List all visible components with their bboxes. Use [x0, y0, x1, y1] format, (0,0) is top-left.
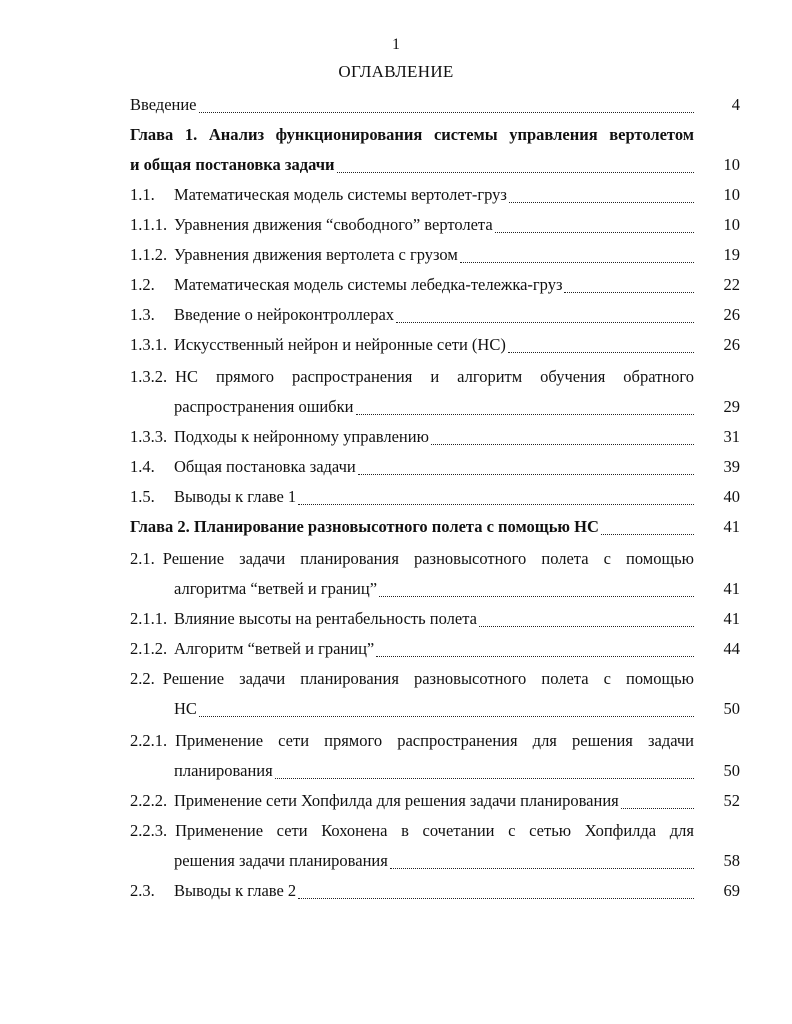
toc-entry-number: 2.2.3.: [130, 821, 168, 840]
toc-entry-page: 41: [723, 517, 740, 536]
toc-entry-number: 2.1.2.: [130, 639, 168, 658]
toc-entry-page: 26: [723, 305, 740, 324]
toc-entry[interactable]: [130, 634, 740, 664]
toc-entry-title: Выводы к главе 1: [174, 487, 297, 506]
toc-entry-title-continued: распространения ошибки: [174, 397, 354, 416]
dot-leader: [460, 262, 694, 263]
toc-entry-number: 1.3.3.: [130, 427, 168, 446]
toc-entry[interactable]: [130, 300, 740, 330]
toc-entry-page: 69: [723, 881, 740, 900]
dot-leader: [479, 626, 694, 627]
toc-entry[interactable]: [130, 210, 740, 240]
toc-entry-number: 1.5.: [130, 487, 155, 506]
dot-leader: [379, 596, 694, 597]
toc-entry-title: Введение: [130, 95, 197, 114]
dot-leader: [275, 778, 694, 779]
toc-entry-title: Решение задачи планирования разновысотного полета с помощью: [162, 549, 694, 568]
dot-leader: [495, 232, 694, 233]
dot-leader: [564, 292, 694, 293]
toc-entry-number: 2.1.: [130, 549, 155, 568]
toc-entry[interactable]: [130, 330, 740, 360]
toc-entry-title: Глава 2. Планирование разновысотного полета с помощью НС: [130, 517, 599, 536]
toc-entry-title: Применение сети прямого распространения для решения задачи: [175, 731, 694, 750]
toc-entry[interactable]: [130, 90, 740, 120]
toc-entry-title: НС прямого распространения и алгоритм обучения обратного: [175, 367, 694, 386]
dot-leader: [356, 414, 694, 415]
toc-entry-number: 1.3.: [130, 305, 155, 324]
dot-leader: [390, 868, 694, 869]
toc-entry-number: 1.1.2.: [130, 245, 168, 264]
toc-entry-title-continued: алгоритма “ветвей и границ”: [174, 579, 378, 598]
toc-entry-title: Уравнения движения вертолета с грузом: [174, 245, 458, 264]
toc-entry-title: Влияние высоты на рентабельность полета: [174, 609, 477, 628]
toc-entry-page: 41: [723, 579, 740, 598]
toc-entry-title: Применение сети Хопфилда для решения задачи планирования: [174, 791, 619, 810]
toc-entry[interactable]: [130, 544, 740, 604]
toc-entry[interactable]: [130, 482, 740, 512]
toc-entry[interactable]: [130, 512, 740, 542]
toc-entry[interactable]: [130, 876, 740, 906]
dot-leader: [298, 898, 694, 899]
toc-entry-title: Решение задачи планирования разновысотного полета с помощью: [162, 669, 694, 688]
toc-entry[interactable]: [130, 180, 740, 210]
toc-entry-page: 26: [723, 335, 740, 354]
toc-entry-title-continued: и общая постановка задачи: [130, 155, 335, 174]
toc-entry-page: 41: [723, 609, 740, 628]
page-number: 1: [392, 36, 400, 53]
toc-entry-number: 1.1.: [130, 185, 155, 204]
toc-entry-page: 10: [723, 155, 740, 174]
dot-leader: [199, 112, 694, 113]
toc-entry-title: Выводы к главе 2: [174, 881, 297, 900]
dot-leader: [199, 716, 694, 717]
toc-entry[interactable]: [130, 664, 740, 724]
toc-entry-number: 1.2.: [130, 275, 155, 294]
toc-title: ОГЛАВЛЕНИЕ: [338, 62, 454, 81]
toc-entry-number: 2.2.1.: [130, 731, 168, 750]
toc-entry[interactable]: [130, 816, 740, 876]
toc-entry[interactable]: [130, 604, 740, 634]
toc-entry[interactable]: [130, 240, 740, 270]
toc-entry-page: 22: [723, 275, 740, 294]
toc-entry-number: 1.3.2.: [130, 367, 168, 386]
toc-entry-page: 50: [723, 699, 740, 718]
toc-entry-page: 31: [723, 427, 740, 446]
toc-entry-page: 39: [723, 457, 740, 476]
toc-entry-number: 2.1.1.: [130, 609, 168, 628]
toc-entry-page: 40: [723, 487, 740, 506]
toc-entry-title-continued: планирования: [174, 761, 273, 780]
toc-entry[interactable]: [130, 452, 740, 482]
toc-entry-title-continued: НС: [174, 699, 197, 718]
toc-entry[interactable]: [130, 726, 740, 786]
toc-entry-page: 58: [723, 851, 740, 870]
toc-entry-title: Глава 1. Анализ функционирования системы управления вертолетом: [130, 125, 694, 144]
toc-entry-page: 29: [723, 397, 740, 416]
dot-leader: [508, 352, 694, 353]
dot-leader: [396, 322, 694, 323]
toc-entry[interactable]: [130, 786, 740, 816]
toc-entry-title: Применение сети Кохонена в сочетании с сетью Хопфилда для: [175, 821, 694, 840]
toc-entry-title: Алгоритм “ветвей и границ”: [174, 639, 375, 658]
toc-entry-title: Введение о нейроконтроллерах: [174, 305, 395, 324]
toc-entry-title: Искусственный нейрон и нейронные сети (НС): [174, 335, 506, 354]
toc-entry-page: 10: [723, 185, 740, 204]
toc-entry[interactable]: [130, 120, 740, 180]
dot-leader: [337, 172, 694, 173]
toc-entry-page: 4: [731, 95, 740, 114]
toc-entry-page: 50: [723, 761, 740, 780]
toc-entry-title: Подходы к нейронному управлению: [174, 427, 429, 446]
dot-leader: [509, 202, 694, 203]
dot-leader: [358, 474, 694, 475]
toc-entry-number: 2.2.: [130, 669, 155, 688]
toc-entry-number: 2.2.2.: [130, 791, 168, 810]
toc-entry[interactable]: [130, 362, 740, 422]
toc-entry-title: Общая постановка задачи: [174, 457, 356, 476]
toc-entry-title: Математическая модель системы вертолет-груз: [174, 185, 507, 204]
toc-entry[interactable]: [130, 422, 740, 452]
toc-entry-number: 2.3.: [130, 881, 155, 900]
toc-entry-page: 44: [723, 639, 740, 658]
dot-leader: [431, 444, 694, 445]
toc-entry-page: 52: [723, 791, 740, 810]
toc-entry[interactable]: [130, 270, 740, 300]
toc-entry-title: Математическая модель системы лебедка-тележка-груз: [174, 275, 563, 294]
toc-entry-title-continued: решения задачи планирования: [174, 851, 388, 870]
toc-entry-title: Уравнения движения “свободного” вертолета: [174, 215, 493, 234]
toc-entry-number: 1.3.1.: [130, 335, 168, 354]
toc-entry-page: 19: [723, 245, 740, 264]
dot-leader: [601, 534, 694, 535]
dot-leader: [376, 656, 694, 657]
toc-entry-number: 1.1.1.: [130, 215, 168, 234]
dot-leader: [298, 504, 694, 505]
toc-entry-page: 10: [723, 215, 740, 234]
dot-leader: [621, 808, 694, 809]
toc-entry-number: 1.4.: [130, 457, 155, 476]
